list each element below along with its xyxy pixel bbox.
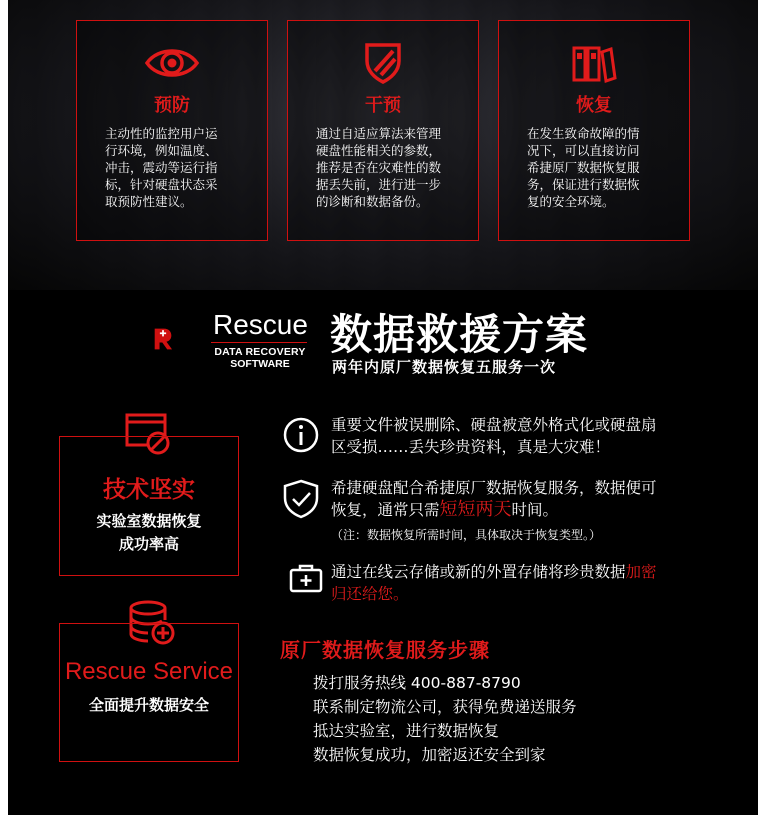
rescue-logo-mark <box>154 308 206 370</box>
headline-subtitle: 两年内原厂数据恢复五服务一次 <box>332 358 557 376</box>
logo-subtitle: DATA RECOVERY <box>214 346 306 358</box>
first-aid-kit-icon <box>288 562 324 598</box>
card-title: 预防 <box>154 95 190 116</box>
step-item: 数据恢复成功，加密返还安全到家 <box>313 746 546 764</box>
card-recover <box>498 20 690 241</box>
step-item: 拨打服务热线 400-887-8790 <box>313 674 521 692</box>
shield-check-icon <box>281 478 321 524</box>
logo-divider <box>211 342 307 343</box>
card-intervene <box>287 20 479 241</box>
eye-icon <box>77 43 267 83</box>
feature-text-2: 希捷硬盘配合希捷原厂数据恢复服务，数据便可 恢复，通常只需短短两天时间。 <box>331 479 657 520</box>
card-title: 干预 <box>365 95 401 116</box>
card-prevent <box>76 20 268 241</box>
tech-box <box>59 436 239 576</box>
card-description: 主动性的监控用户运 行环境，例如温度、 冲击，震动等运行指 标，针对硬盘状态采 取预防性建议。 <box>105 126 218 209</box>
step-item: 联系制定物流公司，获得免费递送服务 <box>313 698 577 716</box>
logo-wordmark: Rescue <box>213 309 308 340</box>
feature-note: （注：数据恢复所需时间，具体取决于恢复类型。） <box>331 528 602 542</box>
tech-box-description: 实验室数据恢复 成功率高 <box>96 512 202 553</box>
page-frame <box>8 0 758 815</box>
rescue-service-box <box>59 623 239 762</box>
card-description: 通过自适应算法来管理 硬盘性能相关的参数， 推荐是否在灾难性的数 据丢失前，进行进一步 的诊断和数据备份。 <box>316 126 442 209</box>
feature-text-3: 通过在线云存储或新的外置存储将珍贵数据加密 归还给您。 <box>331 563 657 603</box>
tech-box-title: 技术坚实 <box>103 477 195 503</box>
card-description: 在发生致命故障的情 况下，可以直接访问 希捷原厂数据恢复服 务，保证进行数据恢 复的安全环境。 <box>527 126 640 209</box>
steps-title: 原厂数据恢复服务步骤 <box>280 638 490 662</box>
card-title: 恢复 <box>576 95 612 116</box>
binders-icon <box>499 45 689 83</box>
shield-icon <box>288 41 478 85</box>
step-item: 抵达实验室，进行数据恢复 <box>313 722 500 740</box>
rescue-service-description: 全面提升数据安全 <box>88 696 209 714</box>
headline-title: 数据救援方案 <box>330 310 589 359</box>
logo-subtitle-2: SOFTWARE <box>230 358 290 370</box>
feature-text-1: 重要文件被误删除、硬盘被意外格式化或硬盘扇 区受损……丢失珍贵资料，真是大灾难！ <box>331 416 657 456</box>
highlight-two-days: 短短两天 <box>439 499 512 520</box>
rescue-service-title: Rescue Service <box>64 658 234 685</box>
info-icon <box>282 416 320 458</box>
